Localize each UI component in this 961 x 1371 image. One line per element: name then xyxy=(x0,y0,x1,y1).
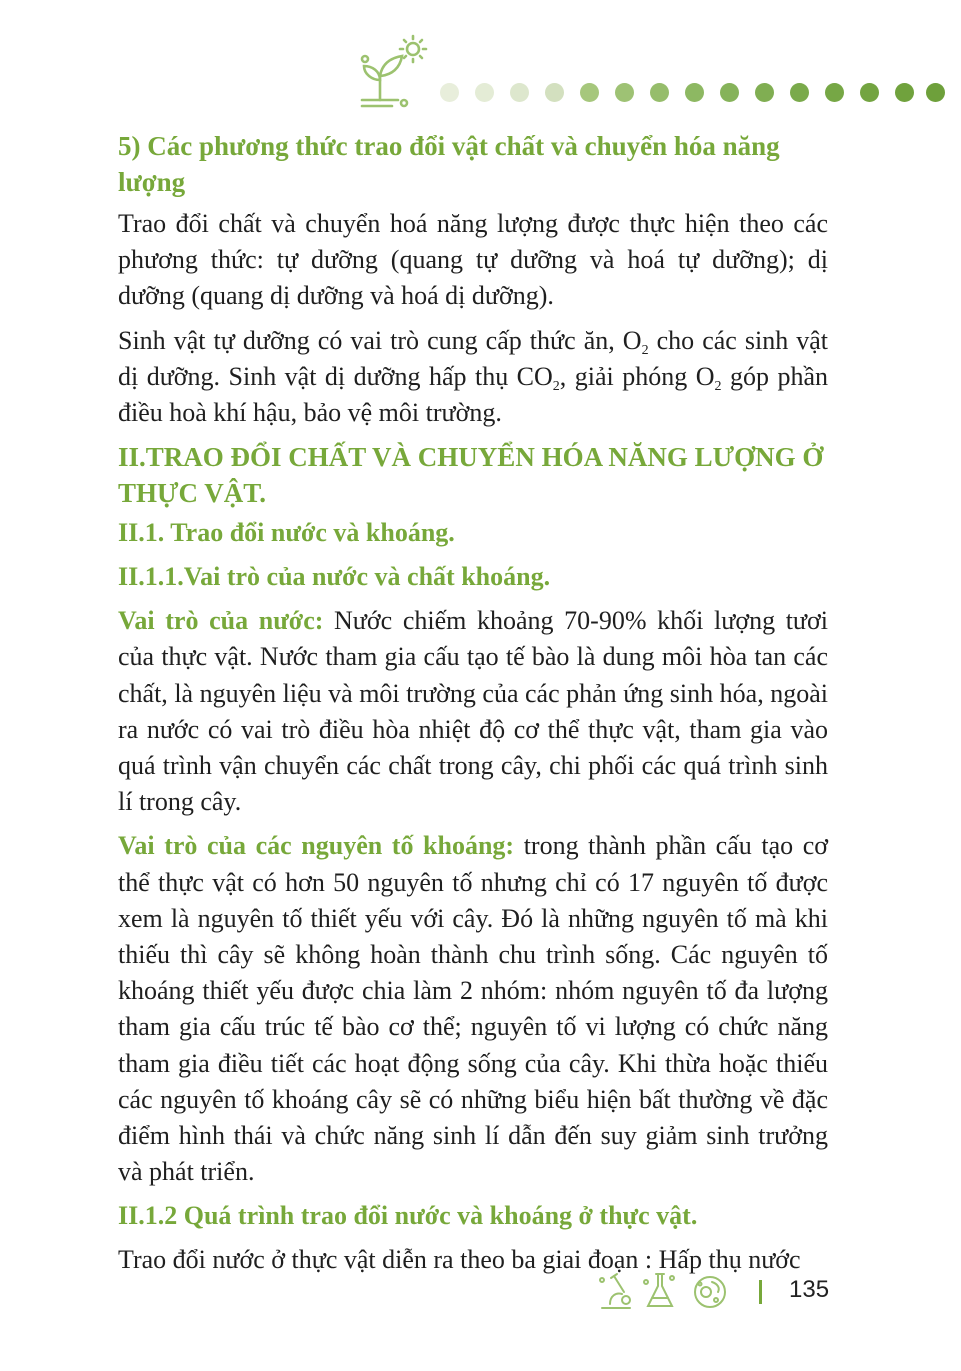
dot xyxy=(650,83,669,102)
footer-divider xyxy=(759,1280,762,1304)
dot xyxy=(755,83,774,102)
lead-term: Vai trò của nước: xyxy=(118,606,324,636)
subscript: 2 xyxy=(641,342,649,358)
text-run: góp phần điều hoà khí hậu, bảo vệ môi trường. xyxy=(118,361,828,428)
page-header xyxy=(0,0,961,120)
page-content xyxy=(118,128,828,1287)
section-heading-5: 5) Các phương thức trao đổi vật chất và chuyển hóa năng lượng xyxy=(118,131,780,197)
dot xyxy=(475,83,494,102)
dot xyxy=(790,83,809,102)
lead-term: Vai trò của các nguyên tố khoáng: xyxy=(118,831,515,861)
text-run: trong thành phần cấu tạo cơ thể thực vật có hơn 50 nguyên tố nhưng chỉ có 17 nguyên tố được xem là nguyên tố thiết yếu với cây. Đó là những nguyên tố mà khi thiếu thì cây sẽ không hoàn thành chu trình sống. Các nguyên tố khoáng thiết yếu được chia làm 2 nhóm: nhóm nguyên tố đa lượng tham gia cấu trúc tế bào cơ thể; nguyên tố vi lượng có chức năng tham gia điều tiết các hoạt động sống của cây. Khi thừa hoặc thiếu các nguyên tố khoáng cây sẽ có những biểu hiện bất thường về đặc điểm hình thái và chức năng sinh lí dẫn đến suy giảm sinh trưởng và phát triển. xyxy=(118,831,828,1187)
dot xyxy=(685,83,704,102)
text-run: cho các sinh vật dị dưỡng. Sinh vật dị dưỡng hấp thụ CO xyxy=(118,325,828,391)
section-heading-ii-1-1: II.1.1.Vai trò của nước và chất khoáng. xyxy=(118,562,551,592)
paragraph-mineral-role xyxy=(118,828,828,1190)
paragraph-water-role xyxy=(118,603,828,820)
dot xyxy=(510,83,529,102)
dot xyxy=(860,83,879,102)
dot xyxy=(720,83,739,102)
text-run: Sinh vật tự dưỡng có vai trò cung cấp thức ăn, O xyxy=(118,325,642,355)
paragraph: Trao đổi nước ở thực vật diễn ra theo ba giai đoạn : Hấp thụ nước xyxy=(118,1245,801,1275)
footer-icons xyxy=(596,1270,736,1312)
lab-flask-icon xyxy=(644,1274,674,1306)
section-heading-ii-1-2: II.1.2 Quá trình trao đổi nước và khoáng ở thực vật. xyxy=(118,1201,698,1231)
page-number: 135 xyxy=(789,1276,830,1303)
subscript: 2 xyxy=(714,378,722,394)
dot xyxy=(926,83,945,102)
microscope-icon xyxy=(600,1274,630,1308)
text-run: , giải phóng O xyxy=(559,361,715,391)
paragraph-autotroph xyxy=(118,323,828,432)
dot xyxy=(545,83,564,102)
dot xyxy=(615,83,634,102)
cell-icon xyxy=(695,1277,725,1307)
paragraph: Trao đổi chất và chuyển hoá năng lượng được thực hiện theo các phương thức: tự dưỡng (quang tự dưỡng và hoá tự dưỡng); dị dưỡng (quang dị dưỡng và hoá dị dưỡng). xyxy=(118,209,828,311)
sprout-sun-icon xyxy=(352,34,432,110)
dot xyxy=(825,83,844,102)
dot xyxy=(895,83,914,102)
text-run: Nước chiếm khoảng 70-90% khối lượng tươi của thực vật. Nước tham gia cấu tạo tế bào là dung môi hòa tan các chất, là nguyên liệu và môi trường của các phản ứng sinh hóa, ngoài ra nước có vai trò điều hòa nhiệt độ cơ thể thực vật, tham gia vào quá trình vận chuyển các chất trong cây, chi phối các quá trình sinh lí trong cây. xyxy=(118,606,828,817)
section-heading-ii: II.TRAO ĐỔI CHẤT VÀ CHUYỂN HÓA NĂNG LƯỢNG Ở THỰC VẬT. xyxy=(118,442,824,509)
dot xyxy=(440,83,459,102)
subscript: 2 xyxy=(552,378,560,394)
progress-dots xyxy=(430,83,960,103)
dot xyxy=(580,83,599,102)
section-heading-ii-1: II.1. Trao đổi nước và khoáng. xyxy=(118,518,455,548)
